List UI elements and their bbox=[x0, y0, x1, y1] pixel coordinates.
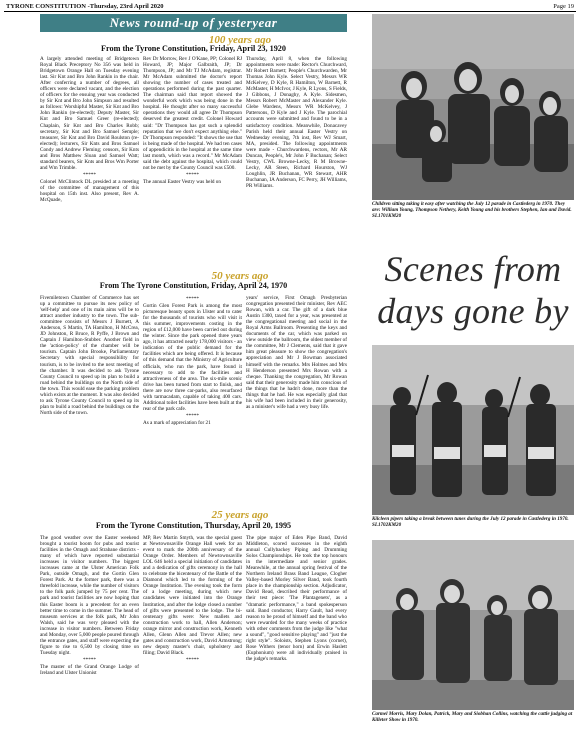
heading-25-years: 25 years ago bbox=[211, 509, 269, 521]
paragraph: The good weather over the Easter weekend brought a tourist boom for pubs and tourist facilities in the Omagh and Strabane districts - many of which have reported substantial increases in visitor numbers. The biggest increases came at the Ulster American Folk Park, outside Omagh, and the Gortin Glen Forest Park. At the former park, there was a threefold increase, while the number of visitors to the folk park jumped by 75 per cent. The park and tourist facilities are now hoping that this Easter boom is a precedent for an even better time to come in the summer. The head of museum services at the folk park, Mr John Walsh, said he was very pleased with the increase in visitor numbers. Between Friday and Monday, over 5,000 people poured through the entrance gates, and staff were expecting the figure to rise to 6,500 by closing time on Tuesday night. bbox=[40, 535, 139, 656]
caption-photo-1: Children sitting taking it easy after watching the July 12 parade in Castlederg in 1970. They are: William Young, Thompson Nethery, Keith Young and his brothers Stephen, Ian and David. SL1701KM20 bbox=[372, 201, 572, 220]
paragraph: Gortin Glen Forest Park is among the most picturesque beauty spots in Ulster and to cater for the thousands of tourists who will visit it this summer, improvements costing in the region of £12,000 have been carried out during the winter. Since the park opened three years ago, it has attracted nearly 178,000 visitors - an indication of the public demand for the facilities which are being offered. It is because of this demand that the Ministry of Agriculture officials, who run the park, have found it necessary to add to the facilities and attractiveness of the area. The six-mile scenic drive has been turned from start to finish, and there are now three car-parks, also resurfaced with tarmacadam, capable of taking 400 cars. Additional toilet facilities have been built at the rear of the park cafe. bbox=[143, 303, 242, 412]
dateline-25-years: From the Tyrone Constitution, Thursday, April 20, 1995 bbox=[95, 521, 292, 530]
paragraph: MP, Rev Martin Smyth, was the special guest at Newtownsaville Orange Hall week for an event to mark the 200th anniversary of the Orange Order. Members of Newtownsaville LOL 646 held a special initiation of candidates and a dedication of gifts ceremony in the hall to celebrate the bicentenary of the Battle of the Diamond which led to the forming of the Orange Institution. The evening took the form of a lodge meeting, during which new candidates were initiated into the Orange Institution, and after the lodge closed a number of gifts were presented to the lodge. The bi-centenary gifts were: New mallets and construction work to hall, Allen Anderson; orange mirror and construction work, Kenneth Allen, Glenn Allen and Trevor Allen; new gates and construction work, David Armstrong; new deputy master's chair, upholstery and filing; David Black. bbox=[143, 535, 242, 656]
col-25-2 bbox=[143, 535, 242, 732]
col-100-1 bbox=[40, 56, 139, 282]
masthead-title: TYRONE CONSTITUTION -Thursday, 23rd April 2020 bbox=[6, 3, 164, 10]
paragraph: As a mark of appreciation for 21 bbox=[143, 419, 211, 426]
col-50-2 bbox=[143, 295, 242, 477]
col-100-3 bbox=[246, 56, 347, 282]
paragraph: years' service, First Omagh Presbyterian congregation presented their minister, Rev AEC Rowan, with a car. The gift of a dark blue Austin 1300, taxed for a year, was presented at the congregational meeting and social in the Royal Arms Ballroom. Presenting the keys and documents of the car, which was parked on view outside the ballroom, the oldest member of the committee, Mr J Clements, said that it gave him great pleasure to show the congregation's appreciation and Mr J Bowman associated himself with the remarks. Mrs Holmes and Mrs H Henderson presented Mrs Rowan with a cheque. Thanking the congregation, Mr Rowan said that their generosity made him conscious of the things that he hadn't done, more than the things that he had. He was especially glad that his wife had been included in their generosity, as a minister's wife had a very busy life. bbox=[246, 295, 347, 410]
page-number: Page 19 bbox=[553, 3, 574, 10]
paragraph: The master of the Grand Orange Lodge of Ireland and Ulster Unionist bbox=[40, 663, 139, 677]
paragraph: Thursday, April 8, when the following appointments were made: Rector's Churchward, Mr Robert Barnett; People's Churchwarden, Mr Thomas John Kyle. Select Vestry, Messrs WR McKelvey, D Kyle, R Hamilton, W Barnett, R McMaster, H McIvor, J Kyle, R Lyons, S Fields, J Gibbons, J Donaghy, A Kyle. Sidesmen, Messrs Robert McMaster and Alexander Kyle. Glebe Wardens, Messrs WR McKelvey, J Pattersons, D Kyle and J Kyle. The parochial accounts were submitted and found to be in a satisfactory condition. Meanwhile, Donacavey Parish held their annual Easter Vestry on Wednesday evening, 7th inst, Rev WJ Smart, MA, presided. The following appointments were made - Churchwardens, rectors, Mr AR Duncan, People's, Mr John F Buchanan; Select Vestry, CWL Browne-Lecky, R M Browne-Lecky, AR Steen, Richard Hourston, WJ Loughlin, JR Buchanan, WR Stewart, AHR Buchanan, IA Anderson, FC Perry, JH Williams, PR Williams. bbox=[246, 56, 347, 189]
photo-pipers-castlederg bbox=[372, 345, 574, 515]
photo-children-castlederg bbox=[372, 14, 574, 200]
separator: ***** bbox=[186, 296, 199, 302]
caption-photo-3: Carmel Morris, Mary Dolan, Patrick, Mary and Siobhan Collins, watching the cattle judging at Killeter Show in 1970. bbox=[372, 711, 573, 724]
dateline-50-years: From The Tyrone Constitution, Friday, April 24, 1970 bbox=[99, 281, 288, 290]
separator: ***** bbox=[186, 171, 199, 178]
paragraph: Rev Dr Morrow, Rev J O'Kane, PP; Colonel RJ Howard, JP; Major Galbraith, JP; Dr Thompson, JP; and Mr TJ McAdam, registrar. Mr McAdam submitted the doctor's report showing the number of cases treated and operations performed during the past quarter. The chairman said that report showed the wonderful work which was being done in the hospital. He thought after so many successful operations they would all agree Dr Thompson deserved the greatest credit. Colonel Howard said: "Dr Thompson has got such a splendid reputation that we don't expect anything else." Dr Thompson responded: "It shows the use that is being made of the hospital. We had ten cases of appendicitis in the hospital at the same time last month, which was a record." Mr McAdam said the debt against the hospital, which could not be met by the County Council was £500. bbox=[143, 56, 242, 171]
col-25-3 bbox=[246, 535, 347, 732]
paragraph: A largely attended meeting of Bridgetown Royal Black Preceptory No 356 was held in Bridgetown Orange Hall on Tuesday evening last. Sir Knt and Bro John Rankin in the chair. After conferring a number of degrees, all officers were declared vacant, and the election of officers for the ensuing year was conducted by Sir Knt and Bro John Simpson and resulted as follows: Worshipful Master, Sir Knt and Bro John Rankin (re-elected); Deputy Master, Sir Knt and Bro Samuel Greer (re-elected); Chaplain, Sir Knt and Bro Charles Robb; secretary, Sir Knt and Bro Samuel Semple; treasurer, Sir Knt and Bro David Roulston (re-elected); lecturers, Sir Knts and Bros Samuel Condy and Andrew Fleming; censors, Sir Knts and Bros Matthew Sloan and Samuel Watt; standard bearers, Sir Knts and Bros Wm Porter and Wm Trimble. bbox=[40, 56, 139, 171]
col-25-1 bbox=[40, 535, 139, 732]
col-50-1 bbox=[40, 295, 139, 477]
dateline-100-years: From the Tyrone Constitution, Friday, April 23, 1920 bbox=[101, 44, 286, 53]
caption-photo-2: Kilcleen pipers taking a break between tunes during the July 12 parade in Castlederg in 1970. SL1702KM20 bbox=[372, 516, 569, 529]
separator: ***** bbox=[186, 656, 199, 663]
section-banner: News round-up of yesteryear bbox=[40, 14, 347, 32]
scenes-headline: Scenes from days gone by bbox=[377, 249, 569, 331]
col-50-3 bbox=[246, 295, 347, 477]
heading-50-years: 50 years ago bbox=[211, 270, 269, 282]
col-100-2 bbox=[143, 56, 242, 282]
photo-killeter-show bbox=[372, 540, 574, 710]
paragraph: Colonel McClintock DL presided at a meeting of the committee of management of this hospital on 15th inst. Also present, Rev A. McQuade, bbox=[40, 178, 139, 204]
masthead bbox=[4, 2, 576, 12]
separator: ***** bbox=[186, 412, 199, 419]
separator: ***** bbox=[83, 656, 96, 663]
paragraph: Fivemiletown Chamber of Commerce has set up a committee to pursue its new policy of 'self-help' and one of its main aims will be to attract another industry to the town. The sub-committee consists of Messrs J Burnett, A Anderson, S Martin, TA Hamilton, H McCrea, JD Johnston, R Bruce, R Pyffe, J Brown and Captain J Hamilton-Stubber. Another field in the 'action-policy' of the chamber will be tourism. Captain John Brooke, Parliamentary Secretary with special responsibility for tourism, is to be invited to the next meeting of the chamber. It was decided to ask Tyrone County Council to speed up its plan to build a road behind the buildings on the North side of the town. This would ease the parking problem which exists at the moment. It was also decided to ask Tyrone County Council to speed up its plan to build a road behind the buildings on the North side of the town. bbox=[40, 295, 139, 416]
heading-100-years: 100 years ago bbox=[208, 34, 272, 46]
paragraph: The annual Easter Vestry was held on bbox=[143, 178, 221, 185]
paragraph: The pipe major of Eden Pipe Band, David Middleton, scored successes in the eighth annual Cullybackey Piping and Drumming Solos Championships. He took the top honours in the intermediate and senior grades. Meanwhile, at the annual spring festival of the Northern Ireland Brass Band League, Clogher Valley-based Morley Silver Band, took fourth place in the championship section. Adjudicator, David Read, described their performance of their test piece: 'The Plantagenets', as a "dramatic performance," a band spokesperson said. Band conductor, Harry Gault, had every reason to be proud of himself and the band who were rewarded for the many weeks of practice with other comments from the judge like "what a sound", "good sensitive playing" and "just the right style". Soloists, Stephen Lyons (cornet), Rose Withers (tenor horn) and Erwin Haslett (Euphonium) were all individually praised in the judge's remarks. bbox=[246, 535, 347, 662]
separator: ***** bbox=[83, 171, 96, 178]
